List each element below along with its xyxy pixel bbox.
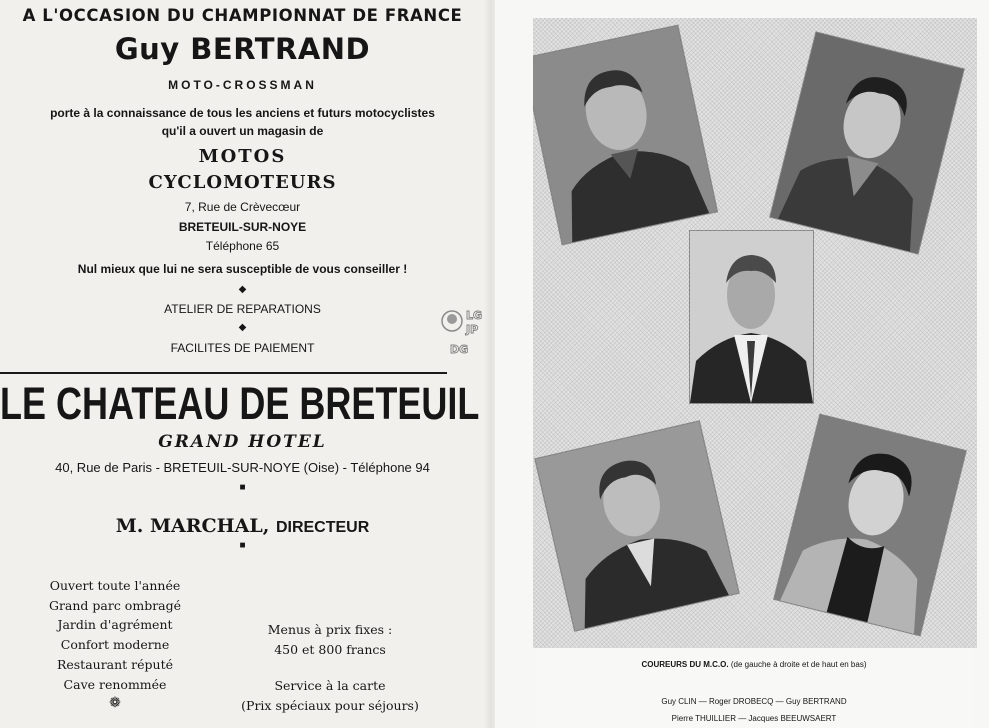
riders-names-row-2: Pierre THUILLIER — Jacques BEEUWSAERT — [671, 714, 837, 723]
rider-photo — [770, 32, 963, 253]
menu-line: 450 et 800 francs — [274, 642, 386, 657]
shop-town: BRETEUIL-SUR-NOYE — [178, 220, 307, 234]
intro-line-2: qu'il a ouvert un magasin de — [161, 124, 324, 138]
diamond-separator: ◆ — [238, 284, 247, 295]
stamp-text-bot: DG — [450, 343, 469, 356]
service-line: (Prix spéciaux pour séjours) — [241, 698, 419, 713]
director-title: DIRECTEUR — [275, 519, 370, 536]
championship-announcement: A L'OCCASION DU CHAMPIONNAT DE FRANCE — [22, 6, 463, 25]
rider-portrait-icon — [533, 26, 717, 245]
amenity: Grand parc ombragé — [48, 597, 182, 613]
rider-portrait-icon — [690, 231, 813, 403]
section-divider — [0, 372, 447, 374]
amenity: Cave renommée — [63, 676, 167, 692]
flower-ornament-icon: ❁ — [109, 695, 121, 712]
amenity: Jardin d'agrément — [57, 617, 173, 633]
menu-line: Menus à prix fixes : — [267, 622, 393, 637]
amenity: Restaurant réputé — [56, 656, 174, 672]
hotel-name: LE CHATEAU DE BRETEUIL — [0, 378, 480, 429]
director-name: M. MARCHAL, — [115, 515, 270, 537]
product-motos: MOTOS — [198, 146, 287, 167]
rider-photo — [535, 421, 738, 630]
rider-photo — [774, 415, 966, 636]
service-repairs: ATELIER DE REPARATIONS — [164, 302, 321, 316]
amenity: Ouvert toute l'année — [49, 578, 181, 593]
hotel-director — [0, 515, 485, 537]
square-separator: ■ — [239, 482, 246, 493]
rider-photo — [690, 231, 813, 403]
product-cyclomoteurs: CYCLOMOTEURS — [148, 172, 337, 193]
collection-stamp — [440, 303, 490, 357]
rider-portrait-icon — [774, 415, 966, 636]
advice-line: Nul mieux que lui ne sera susceptible de vous conseiller ! — [77, 262, 408, 276]
diamond-separator: ◆ — [238, 322, 247, 333]
amenities-list — [40, 576, 190, 714]
shop-phone: Téléphone 65 — [205, 239, 280, 253]
square-separator: ■ — [239, 540, 246, 551]
menu-prices — [240, 620, 420, 660]
right-page — [495, 0, 989, 728]
service-line: Service à la carte — [274, 678, 386, 693]
amenity: Confort moderne — [60, 637, 170, 653]
intro-line-1: porte à la connaissance de tous les anciens et futurs motocyclistes — [50, 106, 435, 120]
shop-address: 7, Rue de Crèvecœur — [184, 200, 301, 214]
service-info — [235, 676, 425, 716]
hotel-type: GRAND HOTEL — [158, 432, 327, 452]
photo-caption-title — [535, 660, 973, 669]
hotel-address: 40, Rue de Paris - BRETEUIL-SUR-NOYE (Oise) - Téléphone 94 — [55, 460, 430, 475]
rider-profession: MOTO-CROSSMAN — [168, 78, 317, 92]
riders-names-row-1: Guy CLIN — Roger DROBECQ — Guy BERTRAND — [661, 697, 847, 706]
rider-photo — [533, 26, 717, 245]
caption-heading: COUREURS DU M.C.O. — [641, 660, 729, 669]
stamp-text-top: LG — [466, 309, 483, 322]
rider-portrait-icon — [770, 32, 963, 253]
caption-note: (de gauche à droite et de haut en bas) — [730, 660, 867, 669]
stamp-icon — [440, 303, 490, 357]
rider-name: Guy BERTRAND — [114, 32, 371, 66]
rider-photo-panel — [533, 18, 977, 648]
rider-portrait-icon — [535, 421, 738, 630]
service-payment: FACILITES DE PAIEMENT — [170, 341, 315, 355]
stamp-text-mid: JP — [466, 323, 479, 336]
